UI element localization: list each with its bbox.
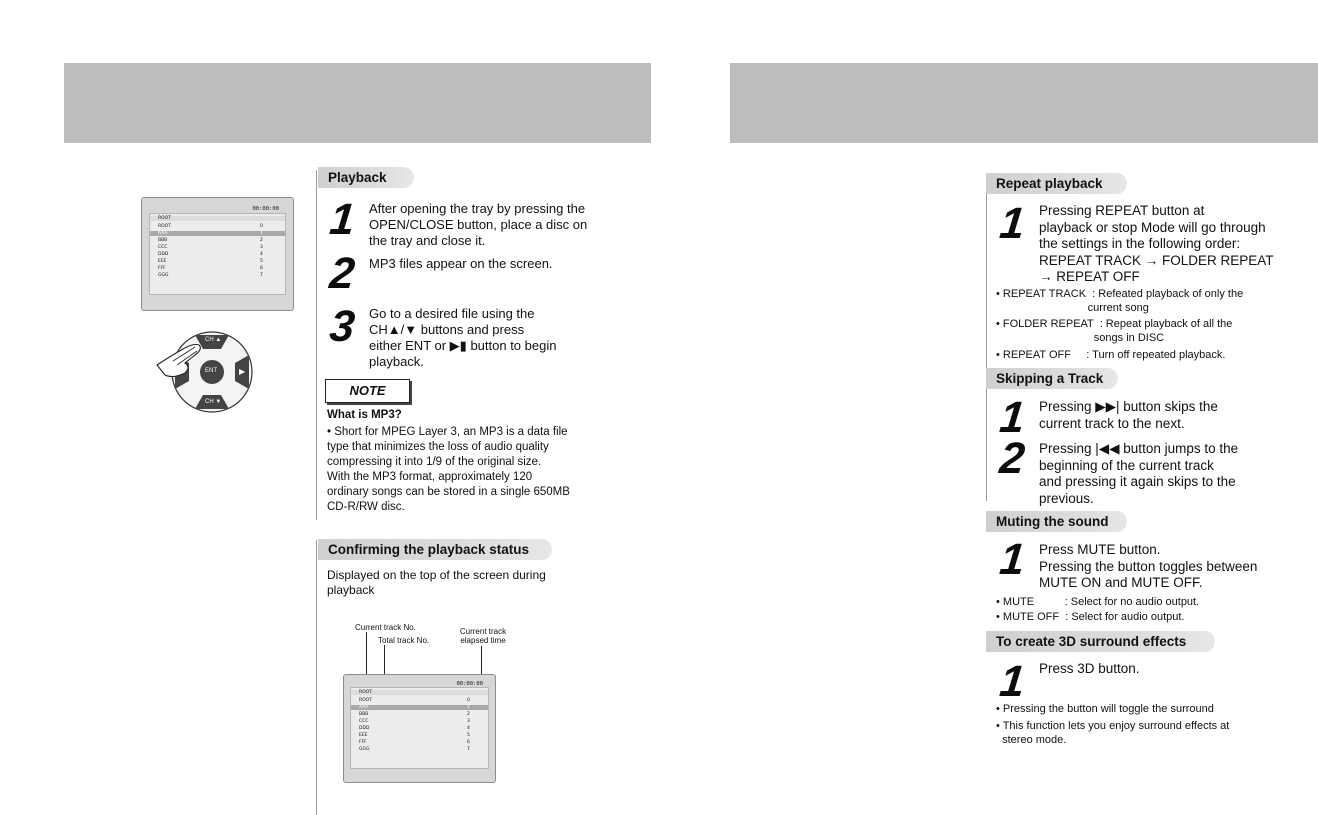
surround-heading: To create 3D surround effects [986, 631, 1215, 652]
tv-file-list [350, 687, 489, 769]
step-text: Press 3D button. [1039, 661, 1140, 676]
skip-heading: Skipping a Track [986, 368, 1118, 389]
label-total-track: Total track No. [378, 636, 430, 645]
list-item: DDD 4 [158, 252, 263, 257]
step-text: Pressing ▶▶| button skips the current track to the next. [1039, 399, 1218, 431]
note-label: NOTE [325, 379, 410, 403]
step-number: 3 [327, 302, 358, 351]
repeat-heading: Repeat playback [986, 173, 1127, 194]
ch-up-label: CH ▲ [205, 337, 222, 343]
leader-line [481, 646, 482, 675]
left-column-rule-2 [316, 540, 317, 815]
left-column-rule [316, 170, 317, 520]
list-item: ROOT [150, 216, 285, 221]
list-item-selected: AAA 1 [150, 231, 285, 236]
step-number: 2 [997, 434, 1028, 483]
status-description: Displayed on the top of the screen during playback [327, 568, 546, 597]
tv-file-list [149, 213, 286, 295]
step-text: After opening the tray by pressing the OPEN/CLOSE button, place a disc on the tray and close it. [369, 201, 588, 248]
playback-heading: Playback [318, 167, 414, 188]
step-text: Press MUTE button. Pressing the button toggles between MUTE ON and MUTE OFF. [1039, 542, 1258, 590]
step-text: MP3 files appear on the screen. [369, 256, 553, 271]
surround-bullet: • This function lets you enjoy surround effects at stereo mode. [996, 720, 1230, 746]
ch-down-label: CH ▼ [205, 399, 222, 405]
tv-elapsed-time: 00:00:00 [456, 681, 483, 687]
list-item: GGG 7 [158, 273, 263, 278]
list-item: CCC 3 [359, 719, 470, 724]
repeat-bullet: • REPEAT OFF : Turn off repeated playback. [996, 349, 1226, 361]
step-number: 2 [327, 249, 358, 298]
step-number: 1 [327, 195, 358, 244]
note-heading: What is MP3? [327, 409, 402, 421]
list-item: DDD 4 [359, 726, 470, 731]
step-number: 1 [997, 393, 1028, 442]
list-item: CCC 3 [158, 245, 263, 250]
list-item-selected: AAA 1 [351, 705, 488, 710]
list-item: ROOT [351, 690, 488, 695]
remote-control-illustration [155, 327, 255, 415]
step-number: 1 [997, 657, 1028, 706]
step-text: Go to a desired file using the CH▲/▼ buttons and press either ENT or ▶▮ button to begin playback. [369, 306, 557, 369]
ent-label: ENT [205, 368, 217, 374]
label-elapsed-time: Current track elapsed time [459, 627, 507, 645]
surround-bullet: • Pressing the button will toggle the surround [996, 703, 1214, 715]
leader-line [366, 632, 367, 675]
list-item: FFF 6 [158, 266, 263, 271]
list-item: FFF 6 [359, 740, 470, 745]
list-item: BBB 2 [158, 238, 263, 243]
tv-status-illustration [343, 674, 496, 783]
right-column-rule [986, 176, 987, 501]
list-item: ROOT 0 [359, 698, 470, 703]
step-text: Pressing |◀◀ button jumps to the beginning of the current track and pressing it again skips to the previous. [1039, 441, 1239, 506]
left-header-banner [64, 63, 651, 143]
list-item: EEE 5 [359, 733, 470, 738]
play-label: ▶ [239, 367, 246, 376]
mute-bullet: • MUTE : Select for no audio output. [996, 596, 1200, 608]
list-item: GGG 7 [359, 747, 470, 752]
list-item: BBB 2 [359, 712, 470, 717]
label-current-track: Current track No. [355, 623, 416, 632]
leader-line [384, 645, 385, 675]
repeat-bullet: • FOLDER REPEAT : Repeat playback of all the songs in DISC [996, 318, 1233, 344]
right-header-banner [730, 63, 1318, 143]
mute-heading: Muting the sound [986, 511, 1127, 532]
step-text: Pressing REPEAT button at playback or stop Mode will go through the settings in the following order: REPEAT TRACK → FOLDER REPEAT → REPEAT OFF [1039, 203, 1274, 284]
tv-screen-illustration [141, 197, 294, 311]
step-number: 1 [997, 199, 1028, 248]
mute-bullet: • MUTE OFF : Select for audio output. [996, 611, 1185, 623]
status-heading: Confirming the playback status [318, 539, 552, 560]
list-item: ROOT 0 [158, 224, 263, 229]
note-text: • Short for MPEG Layer 3, an MP3 is a data file type that minimizes the loss of audio quality compressing it into 1/9 of the original size. With the MP3 format, approximately 120 ordinary songs can be stored in a single 650MB CD-R/RW disc. [327, 426, 570, 513]
repeat-bullet: • REPEAT TRACK : Refeated playback of only the current song [996, 288, 1244, 314]
list-item: EEE 5 [158, 259, 263, 264]
step-number: 1 [997, 535, 1028, 584]
tv-elapsed-time: 00:00:00 [252, 206, 279, 212]
